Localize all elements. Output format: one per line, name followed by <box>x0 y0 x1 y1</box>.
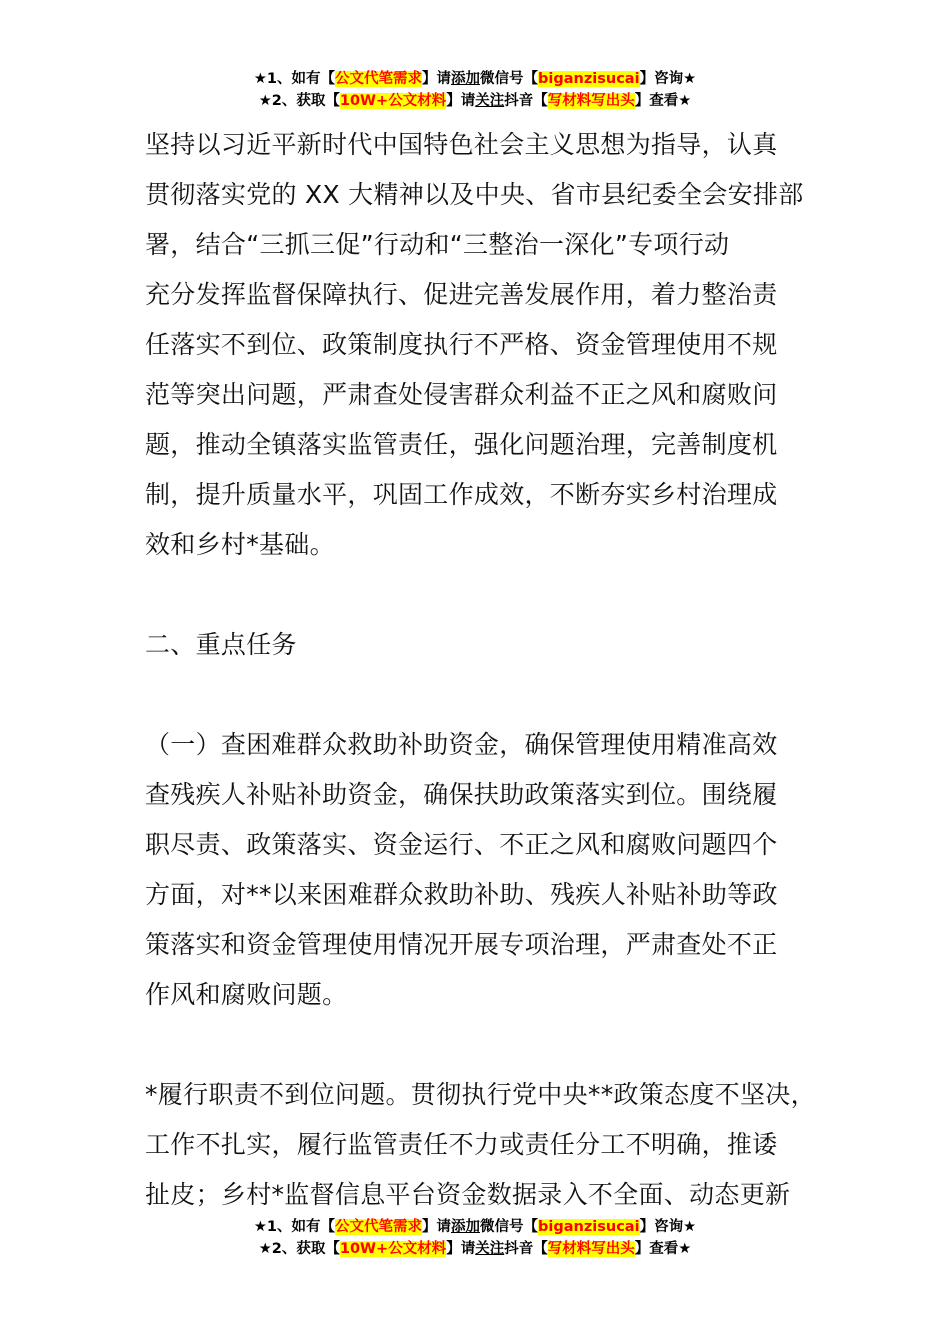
banner-text: ★1、如有【 <box>253 1219 336 1235</box>
banner-highlight: 公文代笔需求 <box>335 1219 423 1235</box>
banner-text: 】请 <box>422 1219 452 1235</box>
paragraph-intro <box>145 120 825 570</box>
text-line: 扯皮；乡村*监督信息平台资金数据录入不全面、动态更新 <box>145 1180 791 1209</box>
banner-text: 抖音【 <box>504 1241 548 1257</box>
text-line: 范等突出问题，严肃查处侵害群众利益不正之风和腐败问 <box>145 380 778 409</box>
banner-highlight: 写材料写出头 <box>547 93 635 109</box>
text-line: 坚持以习近平新时代中国特色社会主义思想为指导，认真 <box>145 130 778 159</box>
text-line: 方面，对**以来困难群众救助补助、残疾人补贴补助等政 <box>145 880 778 909</box>
text-line: 策落实和资金管理使用情况开展专项治理，严肃查处不正 <box>145 930 778 959</box>
footer-banner <box>0 1216 950 1260</box>
banner-underline: 添加 <box>451 1219 481 1235</box>
banner-highlight: 10W+公文材料 <box>339 93 447 109</box>
text-line: 作风和腐败问题。 <box>145 980 348 1009</box>
paragraph-issue <box>145 1070 825 1220</box>
banner-line-1 <box>0 1216 950 1238</box>
banner-highlight: biganzisucai <box>538 1219 640 1235</box>
banner-line-2 <box>0 1238 950 1260</box>
text-line: 充分发挥监督保障执行、促进完善发展作用，着力整治责 <box>145 280 778 309</box>
section-heading <box>145 620 825 670</box>
paragraph-task-1 <box>145 720 825 1020</box>
heading-text: 二、重点任务 <box>145 630 297 659</box>
banner-text: 抖音【 <box>504 93 548 109</box>
banner-text: 】请 <box>446 93 476 109</box>
banner-text: 】咨询★ <box>639 71 697 87</box>
banner-line-1 <box>0 68 950 90</box>
banner-underline: 关注 <box>475 93 505 109</box>
banner-text: 】查看★ <box>634 93 692 109</box>
text-line: 制，提升质量水平，巩固工作成效，不断夯实乡村治理成 <box>145 480 778 509</box>
banner-text: ★2、获取【 <box>258 1241 340 1257</box>
banner-underline: 添加 <box>451 71 481 87</box>
banner-text: 】请 <box>422 71 452 87</box>
banner-text: ★2、获取【 <box>258 93 340 109</box>
text-line: 工作不扎实，履行监管责任不力或责任分工不明确，推诿 <box>145 1130 778 1159</box>
banner-line-2 <box>0 90 950 112</box>
text-line: *履行职责不到位问题。贯彻执行党中央**政策态度不坚决， <box>145 1080 816 1109</box>
banner-text: 】咨询★ <box>639 1219 697 1235</box>
document-body <box>145 120 825 1220</box>
banner-text: 微信号【 <box>480 1219 539 1235</box>
text-line: 署，结合“三抓三促”行动和“三整治一深化”专项行动 <box>145 230 730 259</box>
text-line: （一）查困难群众救助补助资金，确保管理使用精准高效 <box>145 730 778 759</box>
header-banner <box>0 68 950 112</box>
banner-highlight: 写材料写出头 <box>547 1241 635 1257</box>
banner-highlight: biganzisucai <box>538 71 640 87</box>
banner-text: 微信号【 <box>480 71 539 87</box>
banner-highlight: 公文代笔需求 <box>335 71 423 87</box>
banner-highlight: 10W+公文材料 <box>339 1241 447 1257</box>
text-line: 任落实不到位、政策制度执行不严格、资金管理使用不规 <box>145 330 778 359</box>
banner-underline: 关注 <box>475 1241 505 1257</box>
banner-text: 】请 <box>446 1241 476 1257</box>
text-line: 题，推动全镇落实监管责任，强化问题治理，完善制度机 <box>145 430 778 459</box>
text-line: 效和乡村*基础。 <box>145 530 335 559</box>
banner-text: 】查看★ <box>634 1241 692 1257</box>
text-line: 职尽责、政策落实、资金运行、不正之风和腐败问题四个 <box>145 830 778 859</box>
banner-text: ★1、如有【 <box>253 71 336 87</box>
text-line: 查残疾人补贴补助资金，确保扶助政策落实到位。围绕履 <box>145 780 778 809</box>
text-line: 贯彻落实党的 XX 大精神以及中央、省市县纪委全会安排部 <box>145 180 804 209</box>
